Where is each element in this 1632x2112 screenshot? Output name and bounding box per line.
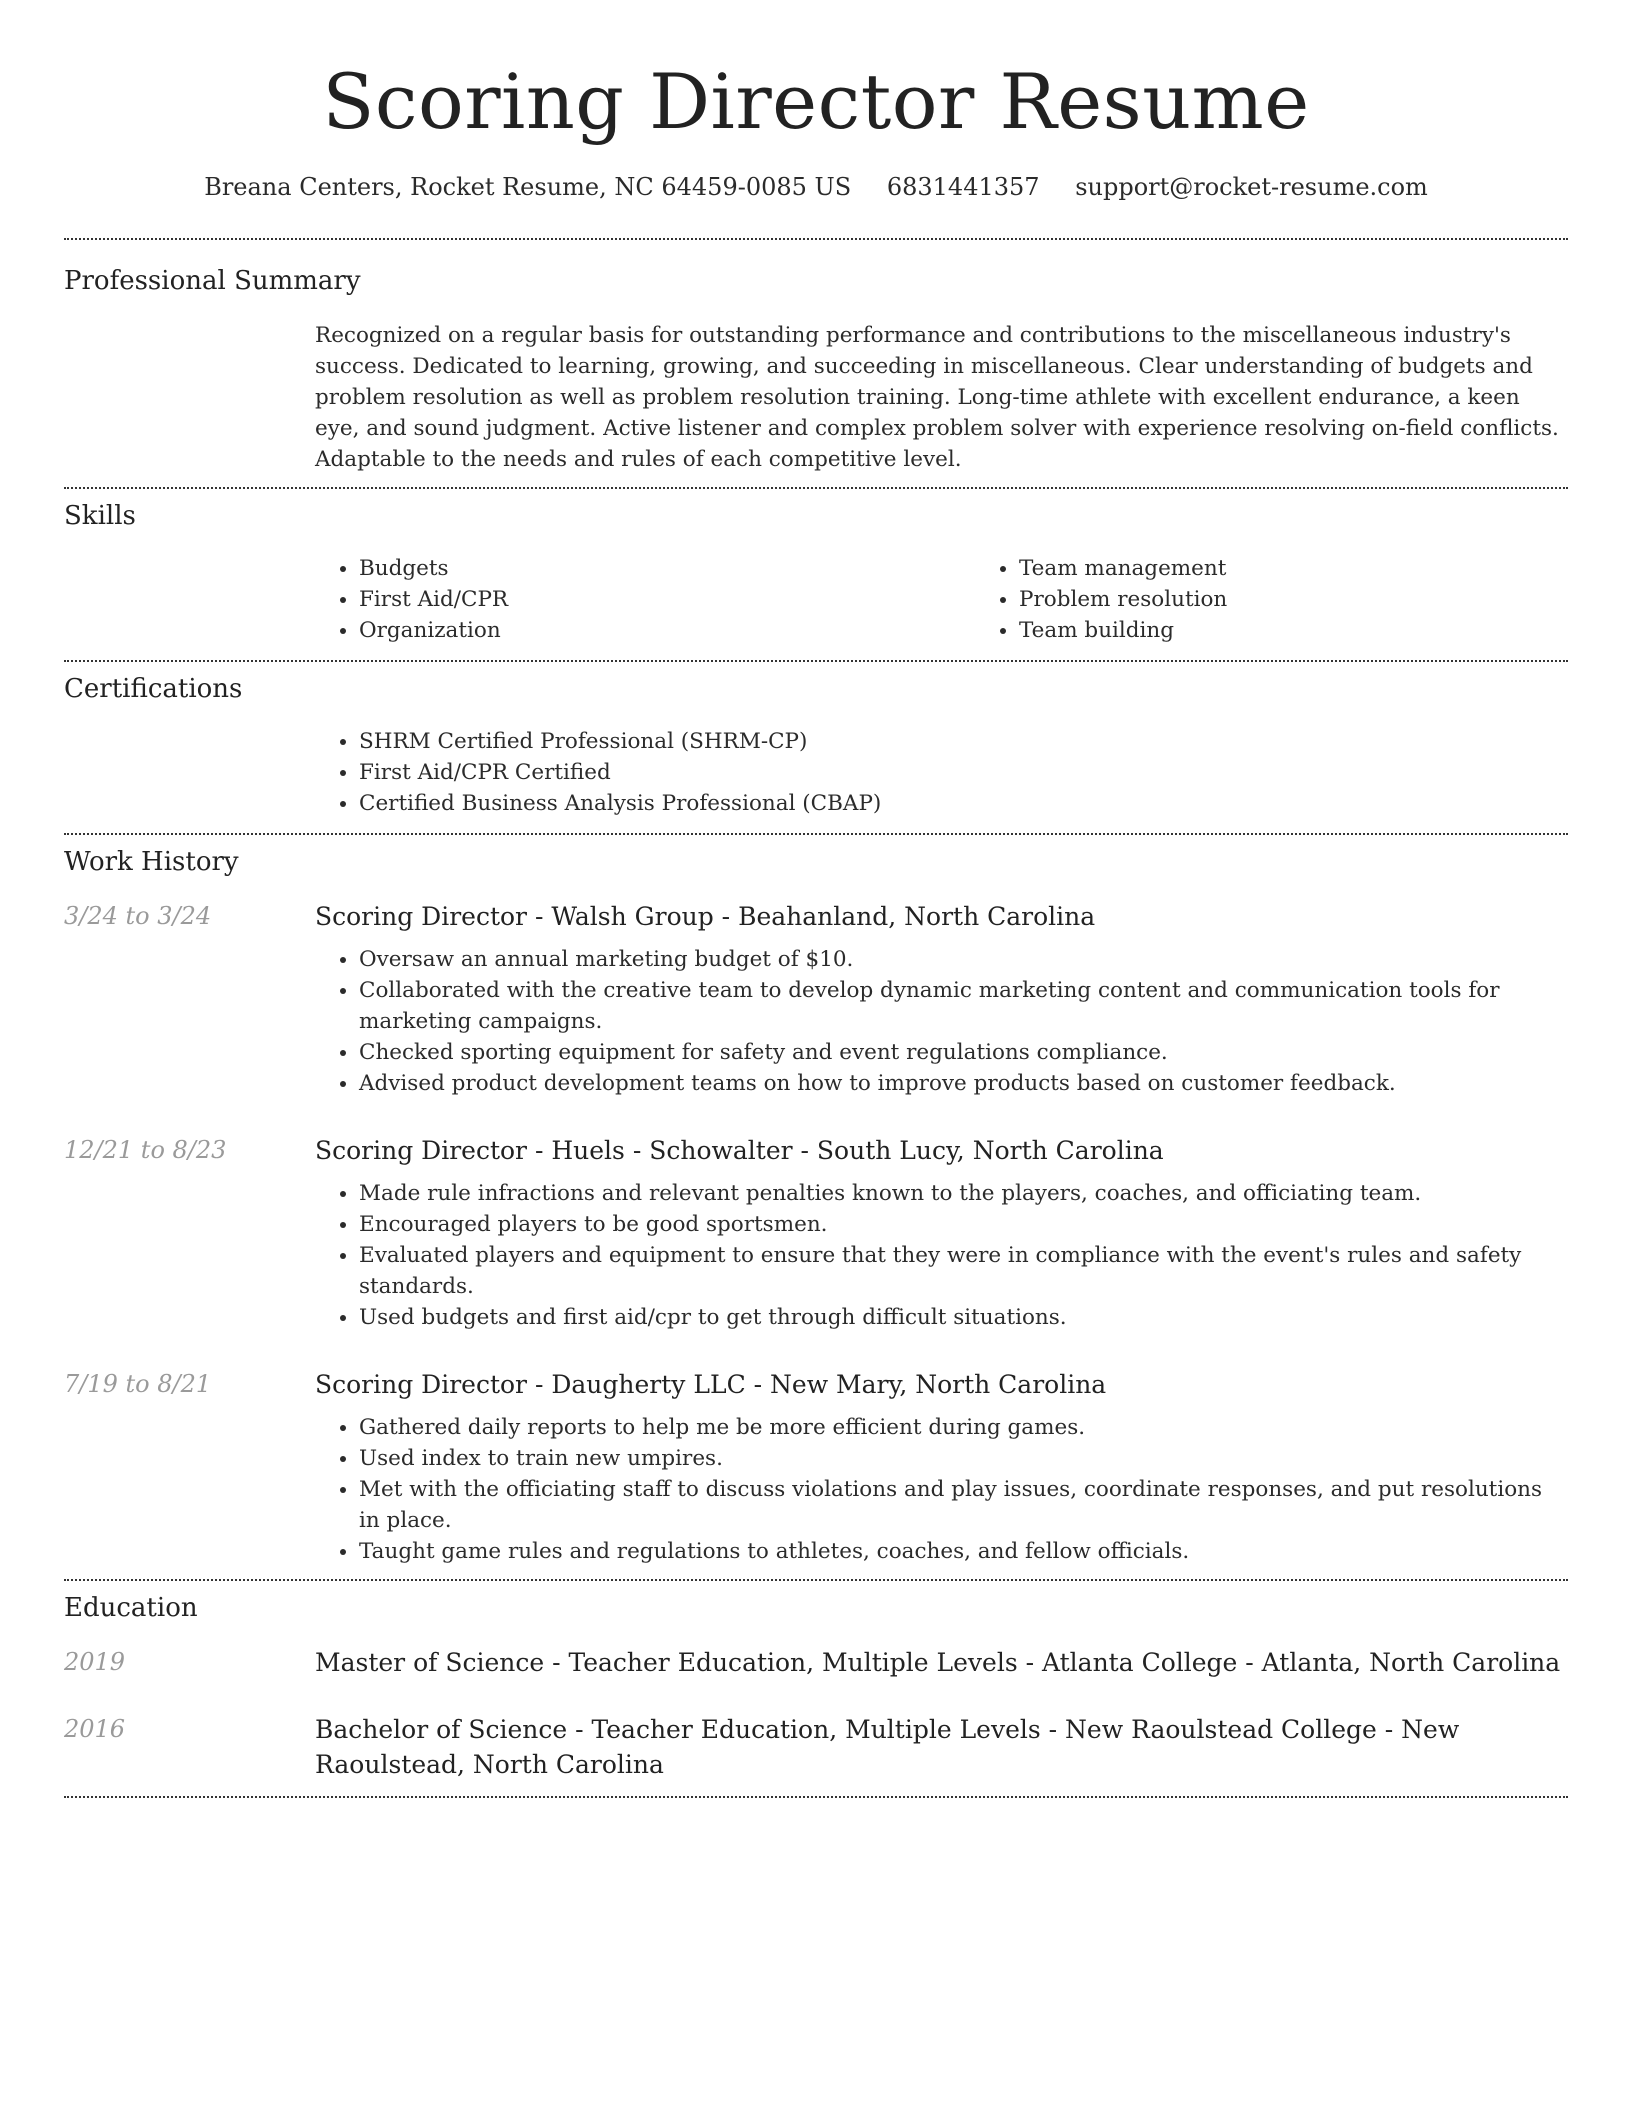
skill-item: • Organization (359, 615, 975, 646)
contact-email: support@rocket-resume.com (1075, 173, 1428, 201)
work-history-heading: Work History (64, 847, 239, 877)
contact-line (64, 170, 1568, 204)
education-year: 2016 (64, 1715, 126, 1743)
skills-heading: Skills (64, 501, 136, 531)
job-dates: 12/21 to 8/23 (64, 1136, 227, 1164)
summary-heading: Professional Summary (64, 266, 361, 296)
job-bullet: • Advised product development teams on how to improve products based on customer feedback. (359, 1068, 1568, 1099)
skills-list-right (975, 553, 1568, 646)
job-bullets (315, 944, 1568, 1099)
job-bullets (315, 1178, 1568, 1333)
education-entry (64, 1645, 1568, 1680)
certifications-section (64, 662, 1568, 833)
job-title: Scoring Director - Daugherty LLC - New Mary, North Carolina (315, 1370, 1107, 1399)
job-bullet: • Met with the officiating staff to discuss violations and play issues, coordinate responses, and put resolutions in place. (359, 1474, 1568, 1536)
education-year: 2019 (64, 1648, 126, 1676)
resume-title: Scoring Director Resume (322, 57, 1310, 146)
education-heading: Education (64, 1593, 198, 1623)
job-bullet: • Checked sporting equipment for safety and event regulations compliance. (359, 1037, 1568, 1068)
skill-item: • Team building (1019, 615, 1568, 646)
education-section (64, 1581, 1568, 1796)
job-bullet: • Collaborated with the creative team to develop dynamic marketing content and communication tools for marketing campaigns. (359, 975, 1568, 1037)
job-bullet: • Evaluated players and equipment to ensure that they were in compliance with the event's rules and safety standards. (359, 1240, 1568, 1302)
certifications-list (315, 726, 1568, 819)
job-bullets (315, 1412, 1568, 1567)
certification-item: • Certified Business Analysis Professional (CBAP) (359, 788, 1568, 819)
education-title: Bachelor of Science - Teacher Education, Multiple Levels - New Raoulstead College - New Raoulstead, North Carolina (315, 1715, 1460, 1779)
job-entry (64, 1367, 1568, 1567)
certification-item: • SHRM Certified Professional (SHRM-CP) (359, 726, 1568, 757)
job-title: Scoring Director - Walsh Group - Beahanland, North Carolina (315, 902, 1096, 931)
job-entry (64, 899, 1568, 1099)
skill-item: • Budgets (359, 553, 975, 584)
job-bullet: • Used budgets and first aid/cpr to get through difficult situations. (359, 1302, 1568, 1333)
skill-item: • First Aid/CPR (359, 584, 975, 615)
job-entry (64, 1133, 1568, 1333)
contact-phone: 6831441357 (886, 173, 1040, 201)
education-entry (64, 1712, 1568, 1782)
job-title: Scoring Director - Huels - Schowalter - South Lucy, North Carolina (315, 1136, 1164, 1165)
job-dates: 3/24 to 3/24 (64, 902, 212, 930)
contact-address: Breana Centers, Rocket Resume, NC 64459-0085 US (204, 173, 852, 201)
certifications-heading: Certifications (64, 674, 243, 704)
certification-item: • First Aid/CPR Certified (359, 757, 1568, 788)
skills-section (64, 489, 1568, 660)
work-history-section (64, 835, 1568, 1579)
summary-text: Recognized on a regular basis for outstanding performance and contributions to the miscellaneous industry's success. Dedicated to learning, growing, and succeeding in miscellaneous. Clear understanding of budgets and problem resolution as well as problem resolution training. Long-time athlete with excellent endurance, a keen eye, and sound judgment. Active listener and complex problem solver with experience resolving on-field conflicts. Adaptable to the needs and rules of each competitive level. (315, 323, 1559, 472)
job-bullet: • Used index to train new umpires. (359, 1443, 1568, 1474)
section-divider (64, 1796, 1568, 1798)
education-title: Master of Science - Teacher Education, Multiple Levels - Atlanta College - Atlanta, North Carolina (315, 1648, 1561, 1677)
job-bullet: • Encouraged players to be good sportsmen. (359, 1209, 1568, 1240)
summary-section (64, 240, 1568, 487)
skill-item: • Problem resolution (1019, 584, 1568, 615)
job-bullet: • Taught game rules and regulations to athletes, coaches, and fellow officials. (359, 1536, 1568, 1567)
job-bullet: • Gathered daily reports to help me be more efficient during games. (359, 1412, 1568, 1443)
skill-item: • Team management (1019, 553, 1568, 584)
skills-list-left (315, 553, 975, 646)
job-dates: 7/19 to 8/21 (64, 1370, 212, 1398)
job-bullet: • Made rule infractions and relevant penalties known to the players, coaches, and officiating team. (359, 1178, 1568, 1209)
job-bullet: • Oversaw an annual marketing budget of $10. (359, 944, 1568, 975)
